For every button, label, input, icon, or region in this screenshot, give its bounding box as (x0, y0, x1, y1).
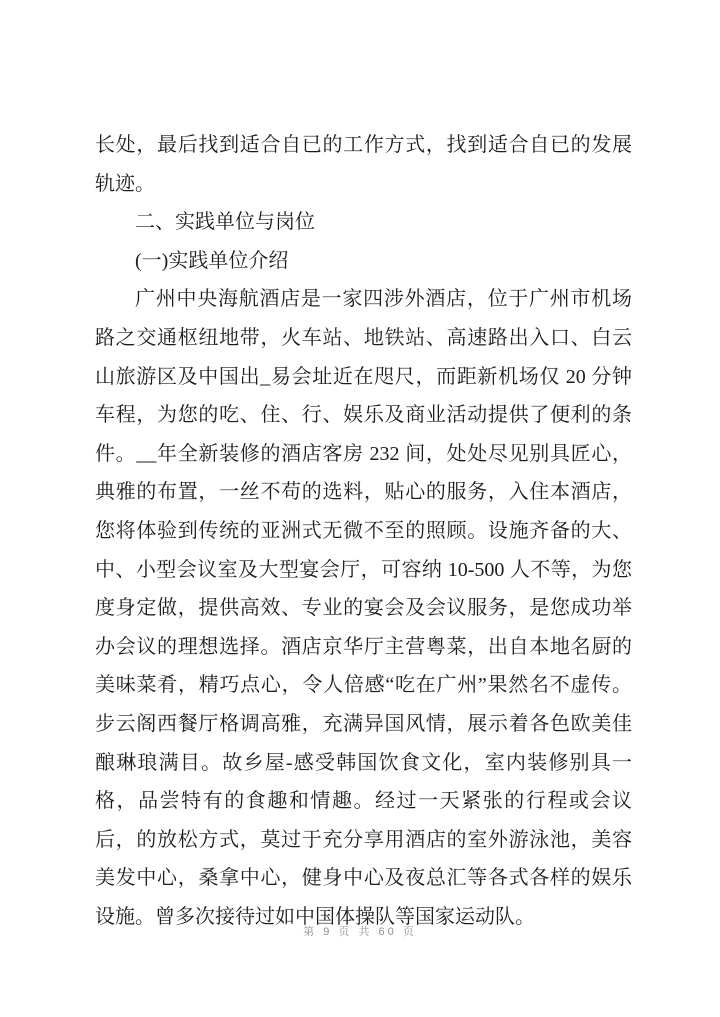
paragraph-continuation: 长处，最后找到适合自已的工作方式，找到适合自已的发展轨迹。 (95, 134, 632, 195)
section-heading: 二、实践单位与岗位 (135, 211, 315, 234)
document-body (95, 126, 632, 936)
paragraph-body: 广州中央海航酒店是一家四涉外酒店，位于广州市机场路之交通枢纽地带，火车站、地铁站、高速路出入口、白云山旅游区及中国出_易会址近在咫尺，而距新机场仅 20 分钟车程，为您的吃、住、行、娱乐及商业活动提供了便利的条件。__年全新装修的酒店客房 232 间，处处尽见别具匠心，典雅的布置，一丝不苟的选料，贴心的服务，入住本酒店，您将体验到传统的亚洲式无微不至的照顾。设施齐备的大、中、小型会议室及大型宴会厅，可容纳 10-500 人不等，为您度身定做，提供高效、专业的宴会及会议服务，是您成功举办会议的理想选择。酒店京华厅主营粤菜，出自本地名厨的美味菜肴，精巧点心，令人倍感“吃在广州”果然名不虚传。步云阁西餐厅格调高雅，充满异国风情，展示着各色欧美佳酿琳琅满目。故乡屋-感受韩国饮食文化，室内装修别具一格，品尝特有的食趣和情趣。经过一天紧张的行程或会议后，的放松方式，莫过于充分享用酒店的室外游泳池，美容美发中心，桑拿中心，健身中心及夜总汇等各式各样的娱乐设施。曾多次接待过如中国体操队等国家运动队。 (95, 288, 632, 928)
page-number-footer: 第 9 页 共 60 页 (303, 926, 417, 938)
subsection-heading: (一)实践单位介绍 (135, 249, 289, 272)
